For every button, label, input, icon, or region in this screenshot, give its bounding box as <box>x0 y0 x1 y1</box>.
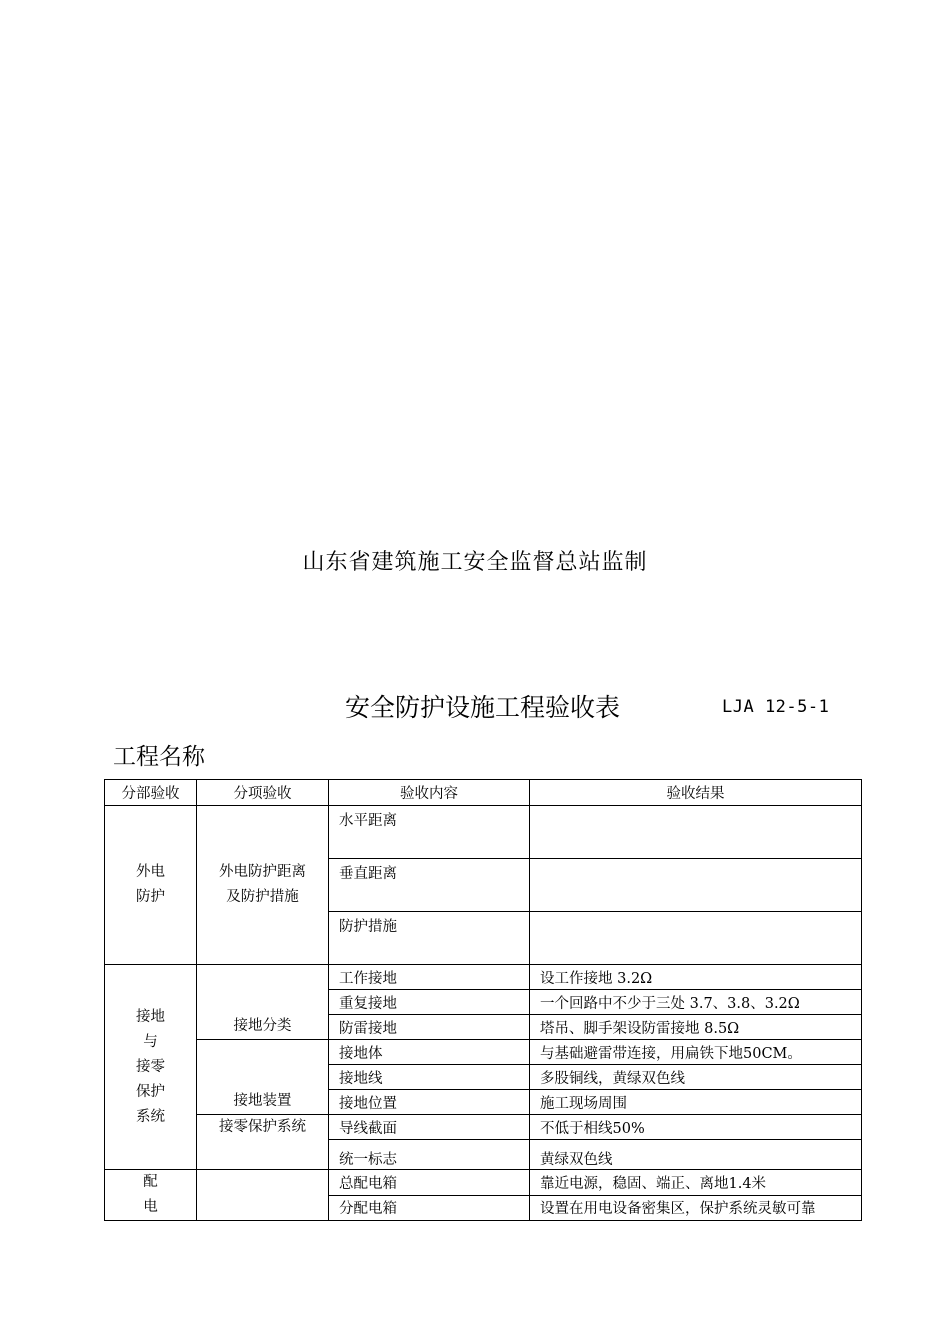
result-cell: 多股铜线，黄绿双色线 <box>530 1065 862 1090</box>
content-cell: 接地体 <box>329 1040 530 1065</box>
content-cell: 接地位置 <box>329 1090 530 1115</box>
supervisor-line: 山东省建筑施工安全监督总站监制 <box>302 550 648 575</box>
form-title: 安全防护设施工程验收表 <box>345 693 621 722</box>
column-header: 验收结果 <box>530 780 862 806</box>
column-header: 分项验收 <box>197 780 329 806</box>
result-cell: 施工现场周围 <box>530 1090 862 1115</box>
table-row <box>105 806 862 859</box>
result-cell: 靠近电源，稳固、端正、离地1.4米 <box>530 1170 862 1196</box>
table-header-row <box>105 780 862 806</box>
result-cell: 塔吊、脚手架设防雷接地 8.5Ω <box>530 1015 862 1040</box>
form-code: LJA 12-5-1 <box>722 697 830 717</box>
project-name-label: 工程名称 <box>113 744 205 770</box>
subitem-external-distance: 外电防护距离 及防护措施 <box>197 806 329 965</box>
result-cell: 一个回路中不少于三处 3.7、3.8、3.2Ω <box>530 990 862 1015</box>
content-cell: 防雷接地 <box>329 1015 530 1040</box>
result-cell: 不低于相线50% <box>530 1115 862 1140</box>
content-cell: 总配电箱 <box>329 1170 530 1196</box>
result-cell: 黄绿双色线 <box>530 1140 862 1170</box>
content-cell: 防护措施 <box>329 912 530 965</box>
result-cell[interactable] <box>530 859 862 912</box>
content-cell: 工作接地 <box>329 965 530 990</box>
subitem-zero-protection: 接零保护系统 <box>197 1115 329 1170</box>
category-grounding-system: 接地 与 接零 保护 系统 <box>105 965 197 1170</box>
content-cell: 重复接地 <box>329 990 530 1015</box>
result-cell: 与基础避雷带连接，用扁铁下地50CM。 <box>530 1040 862 1065</box>
table-row <box>105 1170 862 1196</box>
category-external-protection: 外电 防护 <box>105 806 197 965</box>
table-row <box>105 1040 862 1065</box>
column-header: 分部验收 <box>105 780 197 806</box>
content-cell: 接地线 <box>329 1065 530 1090</box>
result-cell[interactable] <box>530 806 862 859</box>
acceptance-table <box>104 779 862 1221</box>
content-cell: 垂直距离 <box>329 859 530 912</box>
content-cell: 分配电箱 <box>329 1195 530 1221</box>
subitem-distribution <box>197 1170 329 1221</box>
result-cell[interactable] <box>530 912 862 965</box>
result-cell: 设置在用电设备密集区，保护系统灵敏可靠 <box>530 1195 862 1221</box>
subitem-grounding-classification: 接地分类 <box>197 965 329 1040</box>
column-header: 验收内容 <box>329 780 530 806</box>
table-row <box>105 1115 862 1140</box>
subitem-grounding-device: 接地装置 <box>197 1040 329 1115</box>
result-cell: 设工作接地 3.2Ω <box>530 965 862 990</box>
content-cell: 水平距离 <box>329 806 530 859</box>
content-cell: 统一标志 <box>329 1140 530 1170</box>
category-distribution: 配 电 <box>105 1170 197 1221</box>
table-row <box>105 965 862 990</box>
content-cell: 导线截面 <box>329 1115 530 1140</box>
